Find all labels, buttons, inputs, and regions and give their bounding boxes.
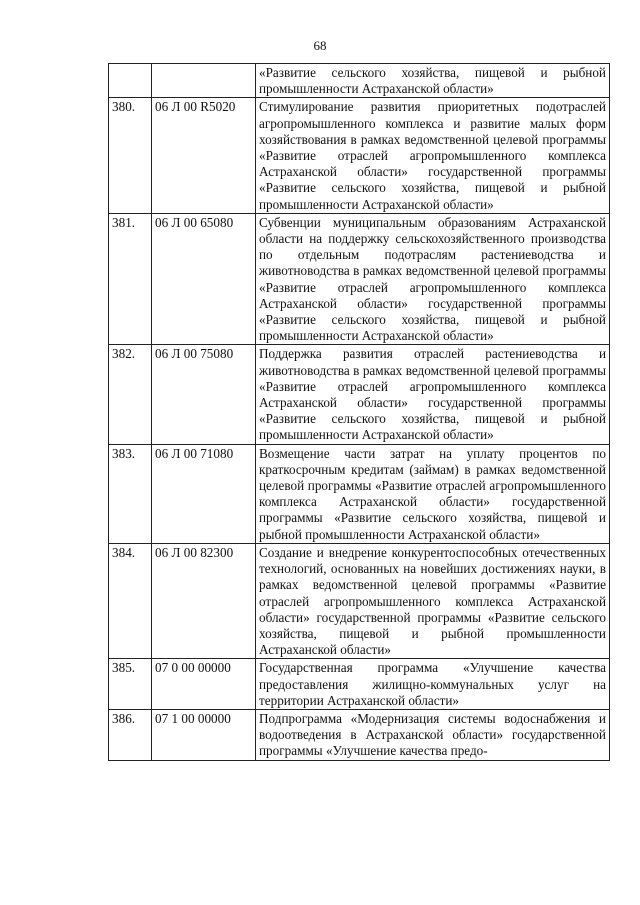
table-row (109, 98, 610, 213)
row-code: 06 Л 00 R5020 (152, 98, 256, 213)
row-number: 385. (109, 659, 152, 710)
row-description: Создание и внедрение конкурентоспособных отечественных технологий, основанных на новейших достижениях науки, в рамках ведомственной целевой программы «Развитие отраслей агропромышленного комплекса Астраханской области» государственной программы «Развитие сельского хозяйства, пищевой и рыбной промышленности Астраханской области» (256, 543, 610, 658)
row-code: 06 Л 00 82300 (152, 543, 256, 658)
row-code (152, 64, 256, 98)
row-description: Поддержка развития отраслей растениеводства и животноводства в рамках ведомственной целевой программы «Развитие отраслей агропромышленного комплекса Астраханской области» государственной программы «Развитие сельского хозяйства, пищевой и рыбной промышленности Астраханской области» (256, 345, 610, 444)
row-number: 383. (109, 444, 152, 543)
row-description: «Развитие сельского хозяйства, пищевой и рыбной промышленности Астраханской области» (256, 64, 610, 98)
row-code: 07 0 00 00000 (152, 659, 256, 710)
row-code: 06 Л 00 65080 (152, 213, 256, 345)
row-description: Возмещение части затрат на уплату процентов по краткосрочным кредитам (займам) в рамках ведомственной целевой программы «Развитие отраслей агропромышленного комплекса Астраханской области» государственной программы «Развитие сельского хозяйства, пищевой и рыбной промышленности Астраханской области» (256, 444, 610, 543)
table-row (109, 444, 610, 543)
row-description: Государственная программа «Улучшение качества предоставления жилищно-коммунальных услуг на территории Астраханской области» (256, 659, 610, 710)
row-number (109, 64, 152, 98)
table-row (109, 709, 610, 760)
table-row (109, 64, 610, 98)
row-number: 381. (109, 213, 152, 345)
budget-classification-table (108, 63, 610, 761)
row-code: 07 1 00 00000 (152, 709, 256, 760)
table-row (109, 659, 610, 710)
row-description: Подпрограмма «Модернизация системы водоснабжения и водоотведения в Астраханской области» государственной программы «Улучшение качества предо- (256, 709, 610, 760)
page-number: 68 (313, 38, 327, 53)
row-code: 06 Л 00 71080 (152, 444, 256, 543)
row-description: Стимулирование развития приоритетных подотраслей агропромышленного комплекса и развитие малых форм хозяйствования в рамках ведомственной целевой программы «Развитие отраслей агропромышленного комплекса Астраханской области» государственной программы «Развитие сельского хозяйства, пищевой и рыбной промышленности Астраханской области» (256, 98, 610, 213)
row-number: 382. (109, 345, 152, 444)
row-number: 384. (109, 543, 152, 658)
table-row (109, 543, 610, 658)
table-row (109, 345, 610, 444)
table-row (109, 213, 610, 345)
row-number: 386. (109, 709, 152, 760)
row-number: 380. (109, 98, 152, 213)
row-description: Субвенции муниципальным образованиям Астраханской области на поддержку сельскохозяйственного производства по отдельным подотраслям растениеводства и животноводства в рамках ведомственной целевой программы «Развитие отраслей агропромышленного комплекса Астраханской области» государственной программы «Развитие сельского хозяйства, пищевой и рыбной промышленности Астраханской области» (256, 213, 610, 345)
row-code: 06 Л 00 75080 (152, 345, 256, 444)
